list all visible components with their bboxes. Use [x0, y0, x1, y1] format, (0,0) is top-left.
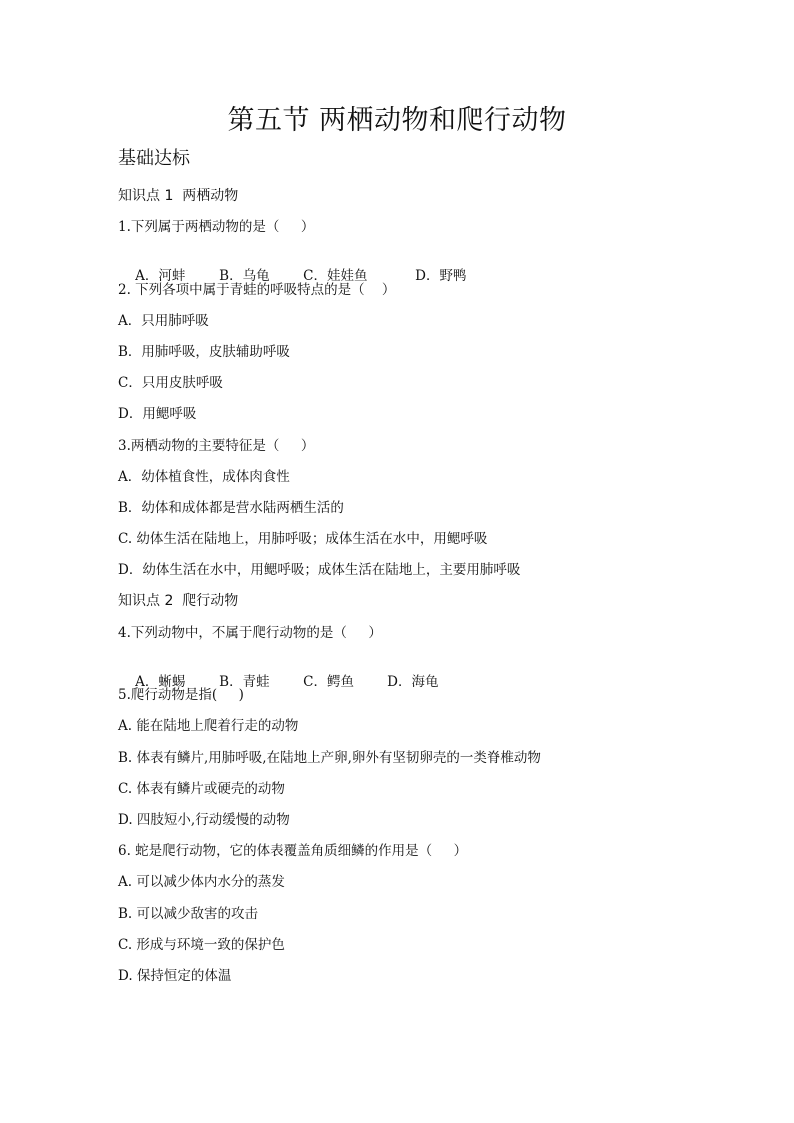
question-4-option-b: B．青蛙	[219, 674, 270, 690]
question-5-option-d: D. 四肢短小,行动缓慢的动物	[118, 812, 290, 828]
question-1-option-d: D．野鸭	[415, 268, 467, 284]
question-3-stem: 3.两栖动物的主要特征是（ ）	[118, 438, 315, 454]
question-1-stem: 1.下列属于两栖动物的是（ ）	[118, 219, 315, 235]
question-3-option-a: A．幼体植食性，成体肉食性	[118, 469, 290, 485]
question-5-option-b: B. 体表有鳞片,用肺呼吸,在陆地上产卵,卵外有坚韧卵壳的一类脊椎动物	[118, 750, 541, 766]
question-5-option-a: A. 能在陆地上爬着行走的动物	[118, 718, 299, 734]
question-6-option-c: C. 形成与环境一致的保护色	[118, 937, 285, 953]
question-6-option-d: D. 保持恒定的体温	[118, 968, 232, 984]
knowledge-point-1: 知识点 1 两栖动物	[118, 188, 239, 204]
question-2-stem: 2. 下列各项中属于青蛙的呼吸特点的是（ ）	[118, 282, 396, 298]
question-4-option-a: A．蜥蜴	[135, 674, 186, 690]
knowledge-point-2: 知识点 2 爬行动物	[118, 593, 239, 609]
question-2-option-b: B．用肺呼吸，皮肤辅助呼吸	[118, 344, 290, 360]
question-6-option-a: A. 可以减少体内水分的蒸发	[118, 874, 285, 890]
question-2-option-c: C．只用皮肤呼吸	[118, 375, 223, 391]
question-1-option-a: A．河蚌	[135, 268, 186, 284]
question-4-stem: 4.下列动物中，不属于爬行动物的是（ ）	[118, 625, 382, 641]
question-1-option-c: C．娃娃鱼	[303, 268, 368, 284]
question-4-option-c: C．鳄鱼	[303, 674, 355, 690]
question-6-option-b: B. 可以减少敌害的攻击	[118, 906, 259, 922]
question-3-option-c: C. 幼体生活在陆地上，用肺呼吸；成体生活在水中，用鳃呼吸	[118, 531, 488, 547]
question-3-option-b: B．幼体和成体都是营水陆两栖生活的	[118, 500, 344, 516]
question-5-option-c: C. 体表有鳞片或硬壳的动物	[118, 781, 285, 797]
question-2-option-d: D．用鳃呼吸	[118, 406, 197, 422]
question-5-stem: 5.爬行动物是指( )	[118, 687, 244, 703]
section-heading: 基础达标	[118, 148, 190, 169]
question-4-option-d: D．海龟	[387, 674, 439, 690]
question-3-option-d: D．幼体生活在水中，用鳃呼吸；成体生活在陆地上，主要用肺呼吸	[118, 562, 521, 578]
question-2-option-a: A．只用肺呼吸	[118, 313, 209, 329]
page-title: 第五节 两栖动物和爬行动物	[227, 105, 567, 136]
question-6-stem: 6. 蛇是爬行动物，它的体表覆盖角质细鳞的作用是（ ）	[118, 843, 468, 859]
question-1-option-b: B．乌龟	[219, 268, 270, 284]
